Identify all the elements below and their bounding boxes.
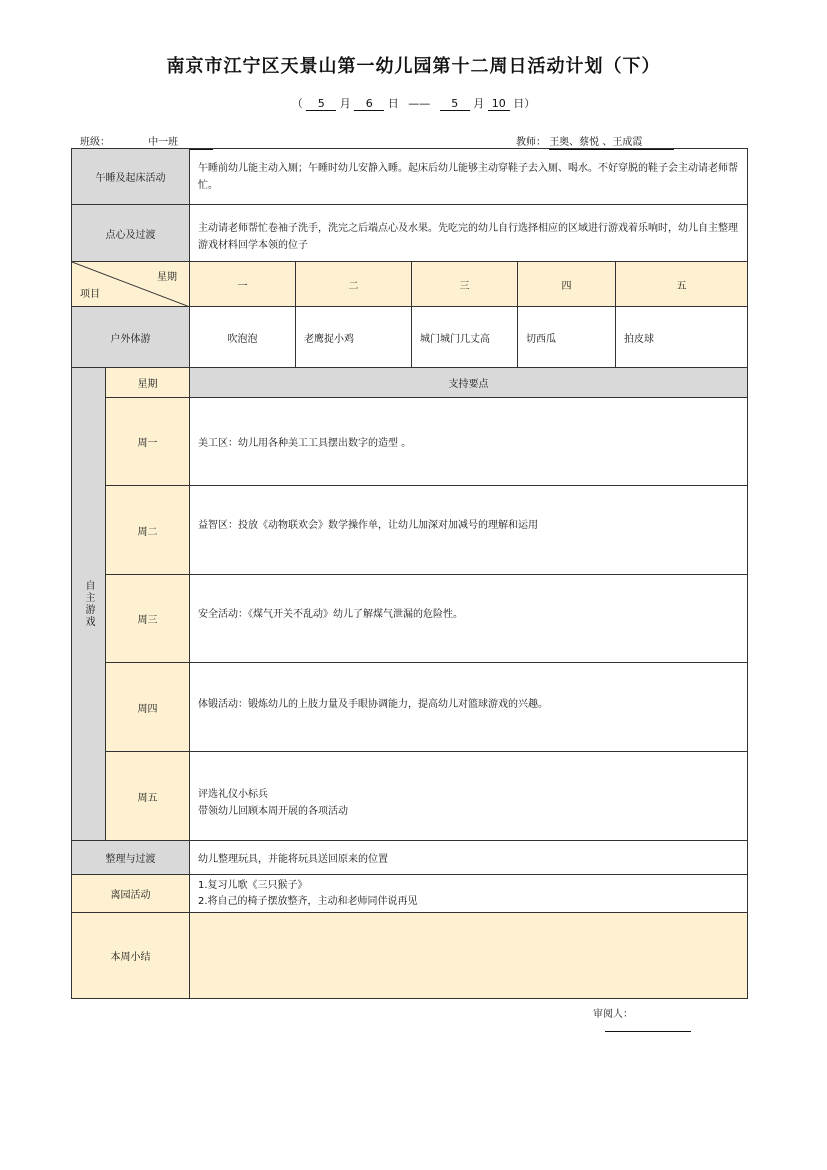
free-play-points-fri (190, 752, 748, 841)
month-char-2: 月 (473, 97, 485, 110)
leave-line-1: 1.复习儿歌《三只猴子》 (198, 879, 308, 891)
date-range (0, 95, 827, 111)
snack-row (72, 205, 748, 262)
outdoor-game-1: 吹泡泡 (190, 307, 296, 368)
free-play-day-wed: 周三 (106, 575, 190, 663)
free-play-points-wed: 安全活动：《煤气开关不乱动》幼儿了解煤气泄漏的危险性。 (190, 575, 748, 663)
free-play-col-points: 支持要点 (190, 368, 748, 398)
free-play-col-weekday: 星期 (106, 368, 190, 398)
free-play-fri-line-1: 评选礼仪小标兵 (198, 788, 268, 800)
outdoor-game-2: 老鹰捉小鸡 (296, 307, 412, 368)
outdoor-label: 户外体游 (72, 307, 190, 368)
leave-label: 离园活动 (72, 875, 190, 913)
reviewer-signature-line (605, 1031, 691, 1032)
nap-label: 午睡及起床活动 (72, 149, 190, 205)
free-play-points-thu: 体锻活动：锻炼幼儿的上肢力量及手眼协调能力，提高幼儿对篮球游戏的兴趣。 (190, 663, 748, 752)
leave-text (190, 875, 748, 913)
teacher-value: 王奥、蔡悦 、王成霞 (549, 136, 674, 150)
free-play-day-thu: 周四 (106, 663, 190, 752)
free-play-day-mon: 周一 (106, 398, 190, 486)
weekday-3: 三 (412, 262, 518, 307)
free-play-row-thu (72, 663, 748, 752)
free-play-section-label (72, 368, 106, 841)
class-label: 班级： (80, 137, 110, 148)
free-play-points-tue: 益智区：投放《动物联欢会》数学操作单，让幼儿加深对加减号的理解和运用 (190, 486, 748, 575)
weekday-2: 二 (296, 262, 412, 307)
summary-row (72, 913, 748, 999)
header-item-label: 项目 (80, 289, 100, 300)
free-play-fri-line-2: 带领幼儿回顾本周开展的各项活动 (198, 805, 348, 817)
weekday-4: 四 (518, 262, 616, 307)
end-month: 5 (440, 97, 470, 111)
date-open: （ (291, 97, 303, 110)
weekday-1: 一 (190, 262, 296, 307)
leave-line-2: 2.将自己的椅子摆放整齐，主动和老师同伴说再见 (198, 895, 418, 907)
end-day: 10 (488, 97, 510, 111)
activity-plan-table (71, 148, 748, 999)
header-weekday-label: 星期 (157, 272, 177, 283)
outdoor-game-5: 拍皮球 (616, 307, 748, 368)
outdoor-row (72, 307, 748, 368)
free-play-header-row (72, 368, 748, 398)
free-play-row-mon (72, 398, 748, 486)
month-char: 月 (339, 97, 351, 110)
diagonal-header-cell (72, 262, 190, 307)
day-char: 日 (387, 97, 399, 110)
outdoor-game-3: 城门城门几丈高 (412, 307, 518, 368)
date-dash: —— (408, 97, 431, 110)
reviewer-label: 审阅人： (593, 1009, 633, 1020)
free-play-row-fri (72, 752, 748, 841)
free-play-label-text: 自主游戏 (83, 580, 94, 628)
free-play-day-fri: 周五 (106, 752, 190, 841)
date-close: 日） (513, 97, 536, 110)
tidy-row (72, 841, 748, 875)
class-value: 中一班 (113, 136, 213, 150)
free-play-day-tue: 周二 (106, 486, 190, 575)
nap-row (72, 149, 748, 205)
leave-row (72, 875, 748, 913)
nap-text: 午睡前幼儿能主动入厕；午睡时幼儿安静入睡。起床后幼儿能够主动穿鞋子去入厕、喝水。不好穿脱的鞋子会主动请老师帮忙。 (190, 149, 748, 205)
teacher-label: 教师： (516, 137, 546, 148)
tidy-text: 幼儿整理玩具，并能将玩具送回原来的位置 (190, 841, 748, 875)
snack-text: 主动请老师帮忙卷袖子洗手，洗完之后端点心及水果。先吃完的幼儿自行选择相应的区域进行游戏着乐响时，幼儿自主整理游戏材料回学本领的位子 (190, 205, 748, 262)
weekday-5: 五 (616, 262, 748, 307)
free-play-row-tue (72, 486, 748, 575)
tidy-label: 整理与过渡 (72, 841, 190, 875)
start-month: 5 (306, 97, 336, 111)
snack-label: 点心及过渡 (72, 205, 190, 262)
summary-content (190, 913, 748, 999)
weekday-header-row (72, 262, 748, 307)
start-day: 6 (354, 97, 384, 111)
free-play-points-mon: 美工区：幼儿用各种美工工具摆出数字的造型 。 (190, 398, 748, 486)
page-title: 南京市江宁区天景山第一幼儿园第十二周日活动计划（下） (166, 56, 661, 77)
summary-label: 本周小结 (72, 913, 190, 999)
outdoor-game-4: 切西瓜 (518, 307, 616, 368)
free-play-row-wed (72, 575, 748, 663)
